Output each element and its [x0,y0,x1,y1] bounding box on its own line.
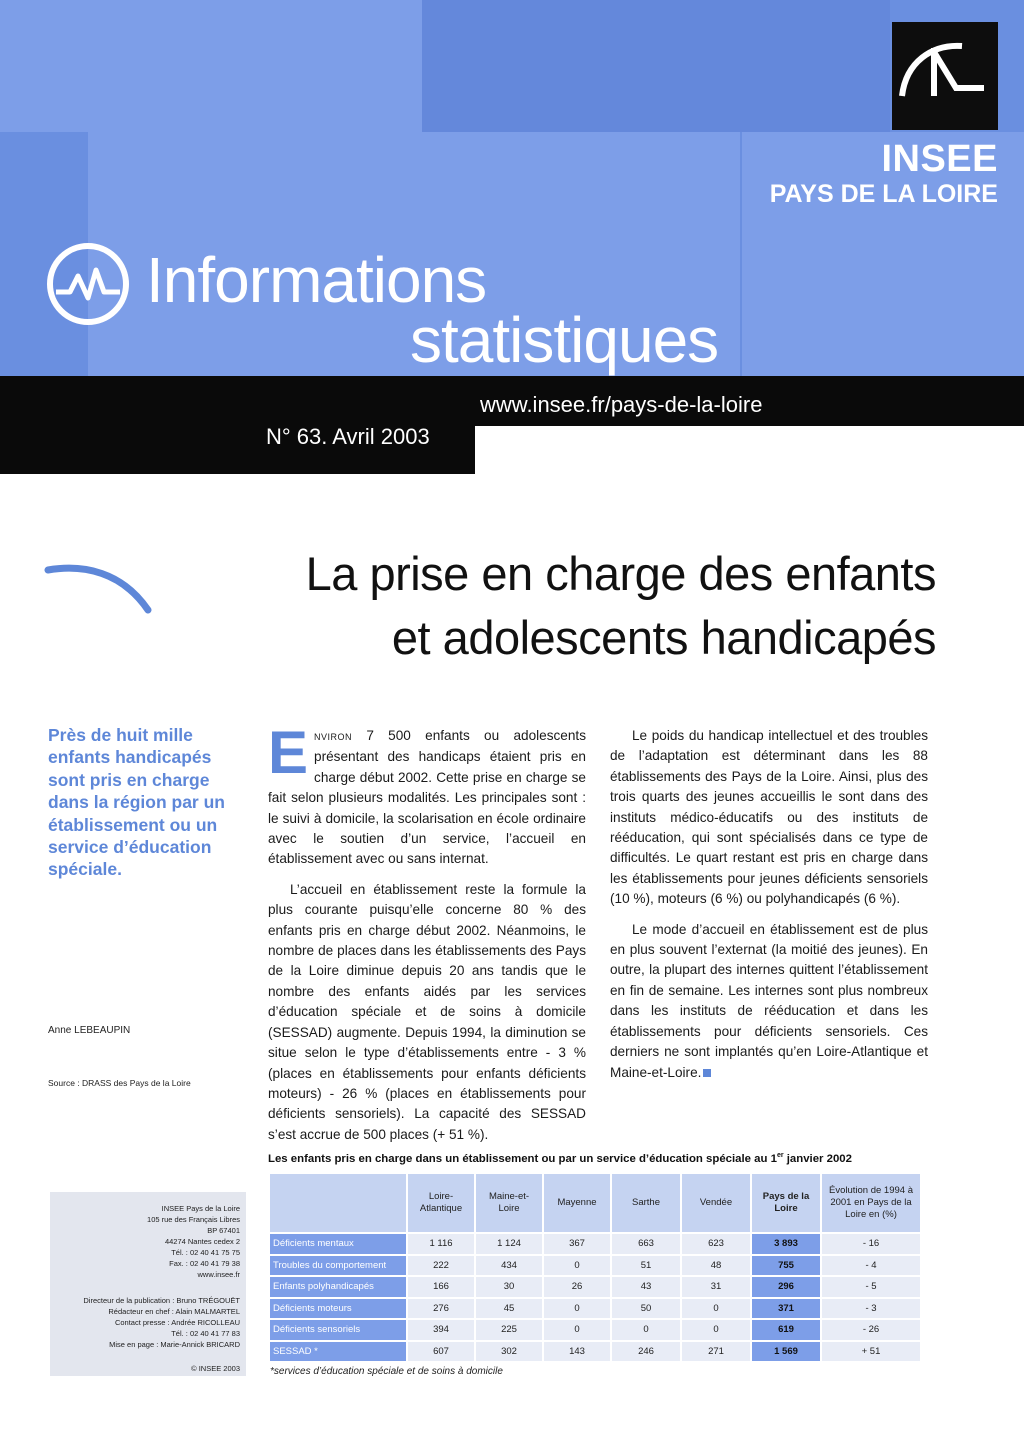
cell-value: 0 [682,1318,750,1340]
cell-value: 623 [682,1232,750,1254]
cell-value: 50 [612,1297,680,1319]
row-label: Enfants polyhandicapés [270,1275,406,1297]
header-block [422,0,890,132]
cell-total: 296 [752,1275,820,1297]
cell-value: 367 [544,1232,610,1254]
data-table [268,1174,922,1361]
credits-line: Rédacteur en chef : Alain MALMARTEL [108,1307,240,1316]
cell-evolution: - 3 [822,1297,920,1319]
cell-value: 1 124 [476,1232,542,1254]
col-header-label [270,1174,406,1232]
paragraph-1 [268,719,586,870]
drop-cap: E [268,719,309,786]
cell-evolution: - 5 [822,1275,920,1297]
col-header-evolution: Évolution de 1994 à 2001 en Pays de la Loire en (%) [822,1174,920,1232]
source-note: Source : DRASS des Pays de la Loire [48,1078,191,1088]
address-line: BP 67401 [207,1226,240,1235]
cell-value: 43 [612,1275,680,1297]
cell-value: 0 [682,1297,750,1319]
issue-number: N° 63. Avril 2003 [266,424,430,449]
pulse-circle-icon [44,240,132,328]
article-column-1 [268,719,586,1155]
credits-line: Tél. : 02 40 41 77 83 [171,1329,240,1338]
credits-line: Contact presse : Andrée RICOLLEAU [114,1318,240,1327]
cell-total: 3 893 [752,1232,820,1254]
paragraph-4-text: Le mode d’accueil en établissement est de plus en plus souvent l’externat (la moitié des jeunes). En outre, la plupart des internes quittent l’établissement en fin de semaine. Les internes sont plus nombreux dans les instituts de rééducation et dans les établissements pour déficients sensoriels. Ces derniers ne sont implantés qu’en Loire-Atlantique et Maine-et-Loire. [610,921,928,1080]
cell-value: 663 [612,1232,680,1254]
col-header-vendee: Vendée [682,1174,750,1232]
headline-line1: La prise en charge des enfants [305,547,936,600]
address-line: 44274 Nantes cedex 2 [164,1237,240,1246]
col-header-mayenne: Mayenne [544,1174,610,1232]
table-row [270,1297,920,1319]
cell-total: 755 [752,1254,820,1276]
address-line: Tél. : 02 40 41 75 75 [171,1248,240,1257]
table-title-sup: er [776,1152,784,1159]
paragraph-2: L’accueil en établissement reste la formule la plus courante puisqu’elle concerne 80 % des enfants pris en charge début 2002. Néanmoins, le nombre de places dans les établissements des Pays de la Loire diminue depuis 20 ans tandis que le nombre des enfants aidés par les services d’éducation spéciale et de soins à domicile (SESSAD) augmente. Depuis 1994, la diminution se situe selon le type d’établissements entre - 3 % (places en établissements pour enfants déficients moteurs) - 26 % (places en établissements pour déficients sensoriels). La capacité des SESSAD s’est accrue de 500 places (+ 51 %). [268,881,586,1142]
address-line: www.insee.fr [197,1270,240,1279]
cell-value: 45 [476,1297,542,1319]
insee-logo-icon [892,22,998,130]
cell-evolution: + 51 [822,1340,920,1362]
row-label: Déficients mentaux [270,1232,406,1254]
end-mark-icon [703,1069,711,1077]
address-line: INSEE Pays de la Loire [161,1204,240,1213]
cell-value: 0 [544,1318,610,1340]
cell-evolution: - 4 [822,1254,920,1276]
cell-total: 619 [752,1318,820,1340]
table-footnote: *services d’éducation spéciale et de soins à domicile [270,1366,503,1377]
cell-value: 0 [612,1318,680,1340]
table-title-main: Les enfants pris en charge dans un établissement ou par un service d’éducation spéciale au 1 [268,1152,777,1165]
table-header-row [270,1174,920,1232]
row-label: Déficients sensoriels [270,1318,406,1340]
website-link[interactable]: www.insee.fr/pays-de-la-loire [480,392,763,417]
article-column-2 [610,726,928,1093]
table-row [270,1254,920,1276]
author-name: Anne LEBEAUPIN [48,1025,131,1036]
cell-value: 31 [682,1275,750,1297]
col-header-loire-atlantique: Loire-Atlantique [408,1174,474,1232]
paragraph-4 [610,920,928,1083]
cell-value: 0 [544,1297,610,1319]
row-label: Déficients moteurs [270,1297,406,1319]
cell-value: 48 [682,1254,750,1276]
address-line: Fax. : 02 40 41 79 38 [169,1259,240,1268]
row-label: SESSAD * [270,1340,406,1362]
cell-value: 1 116 [408,1232,474,1254]
paragraph-1-text: 7 500 enfants ou adolescents présentant des handicaps étaient pris en charge début 2002. Cette prise en charge se fait selon plusieurs modalités. Les principales sont : le suivi à domicile, la scolarisation en école ordinaire avec le soutien d’un service, l’accueil en établissement avec ou sans internat. [268,728,586,867]
table-row [270,1232,920,1254]
credits-line: Directeur de la publication : Bruno TRÉGOUËT [83,1296,240,1305]
cell-value: 51 [612,1254,680,1276]
cell-value: 434 [476,1254,542,1276]
table-row [270,1340,920,1362]
table-title [268,1152,928,1165]
smallcaps-lead: NVIRON [314,732,353,742]
cell-total: 1 569 [752,1340,820,1362]
publication-title-line1: Informations [146,244,487,316]
cell-value: 246 [612,1340,680,1362]
cell-value: 143 [544,1340,610,1362]
cell-value: 607 [408,1340,474,1362]
cell-value: 302 [476,1340,542,1362]
swoosh-icon [44,556,156,616]
article-headline [240,542,936,670]
cell-value: 0 [544,1254,610,1276]
cell-evolution: - 16 [822,1232,920,1254]
brand-name: INSEE [881,138,998,180]
row-label: Troubles du comportement [270,1254,406,1276]
contact-box [50,1192,246,1376]
header-block [0,0,422,132]
cell-evolution: - 26 [822,1318,920,1340]
col-header-maine-et-loire: Maine-et-Loire [476,1174,542,1232]
brand-region: PAYS DE LA LOIRE [769,180,998,208]
cell-value: 222 [408,1254,474,1276]
cell-value: 30 [476,1275,542,1297]
paragraph-3: Le poids du handicap intellectuel et des troubles de l’adaptation est déterminant dans les 88 établissements des Pays de la Loire. Ainsi, plus des trois quarts des jeunes accueillis le sont dans des instituts médico-éducatifs ou des instituts de rééducation, qui sont spécialisés dans ce type de difficultés. Le quart restant est pris en charge dans les établissements pour jeunes déficients sensoriels (10 %), moteurs (6 %) ou polyhandicapés (6 %). [610,728,928,907]
headline-line2: et adolescents handicapés [391,611,936,664]
table-row [270,1275,920,1297]
publication-title-line2: statistiques [410,304,719,376]
cell-value: 276 [408,1297,474,1319]
insee-logo [892,22,998,130]
cell-value: 26 [544,1275,610,1297]
cell-value: 271 [682,1340,750,1362]
col-header-sarthe: Sarthe [612,1174,680,1232]
copyright: © INSEE 2003 [191,1364,240,1373]
table-row [270,1318,920,1340]
col-header-pays-de-la-loire: Pays de la Loire [752,1174,820,1232]
credits-line: Mise en page : Marie-Annick BRICARD [109,1340,240,1349]
cell-value: 166 [408,1275,474,1297]
address-line: 105 rue des Français Libres [147,1215,240,1224]
cell-value: 225 [476,1318,542,1340]
table-title-end: janvier 2002 [783,1152,852,1165]
cell-value: 394 [408,1318,474,1340]
cell-total: 371 [752,1297,820,1319]
lead-summary: Près de huit mille enfants handicapés sont pris en charge dans la région par un établissement ou un service d’éducation spéciale. [48,725,225,880]
